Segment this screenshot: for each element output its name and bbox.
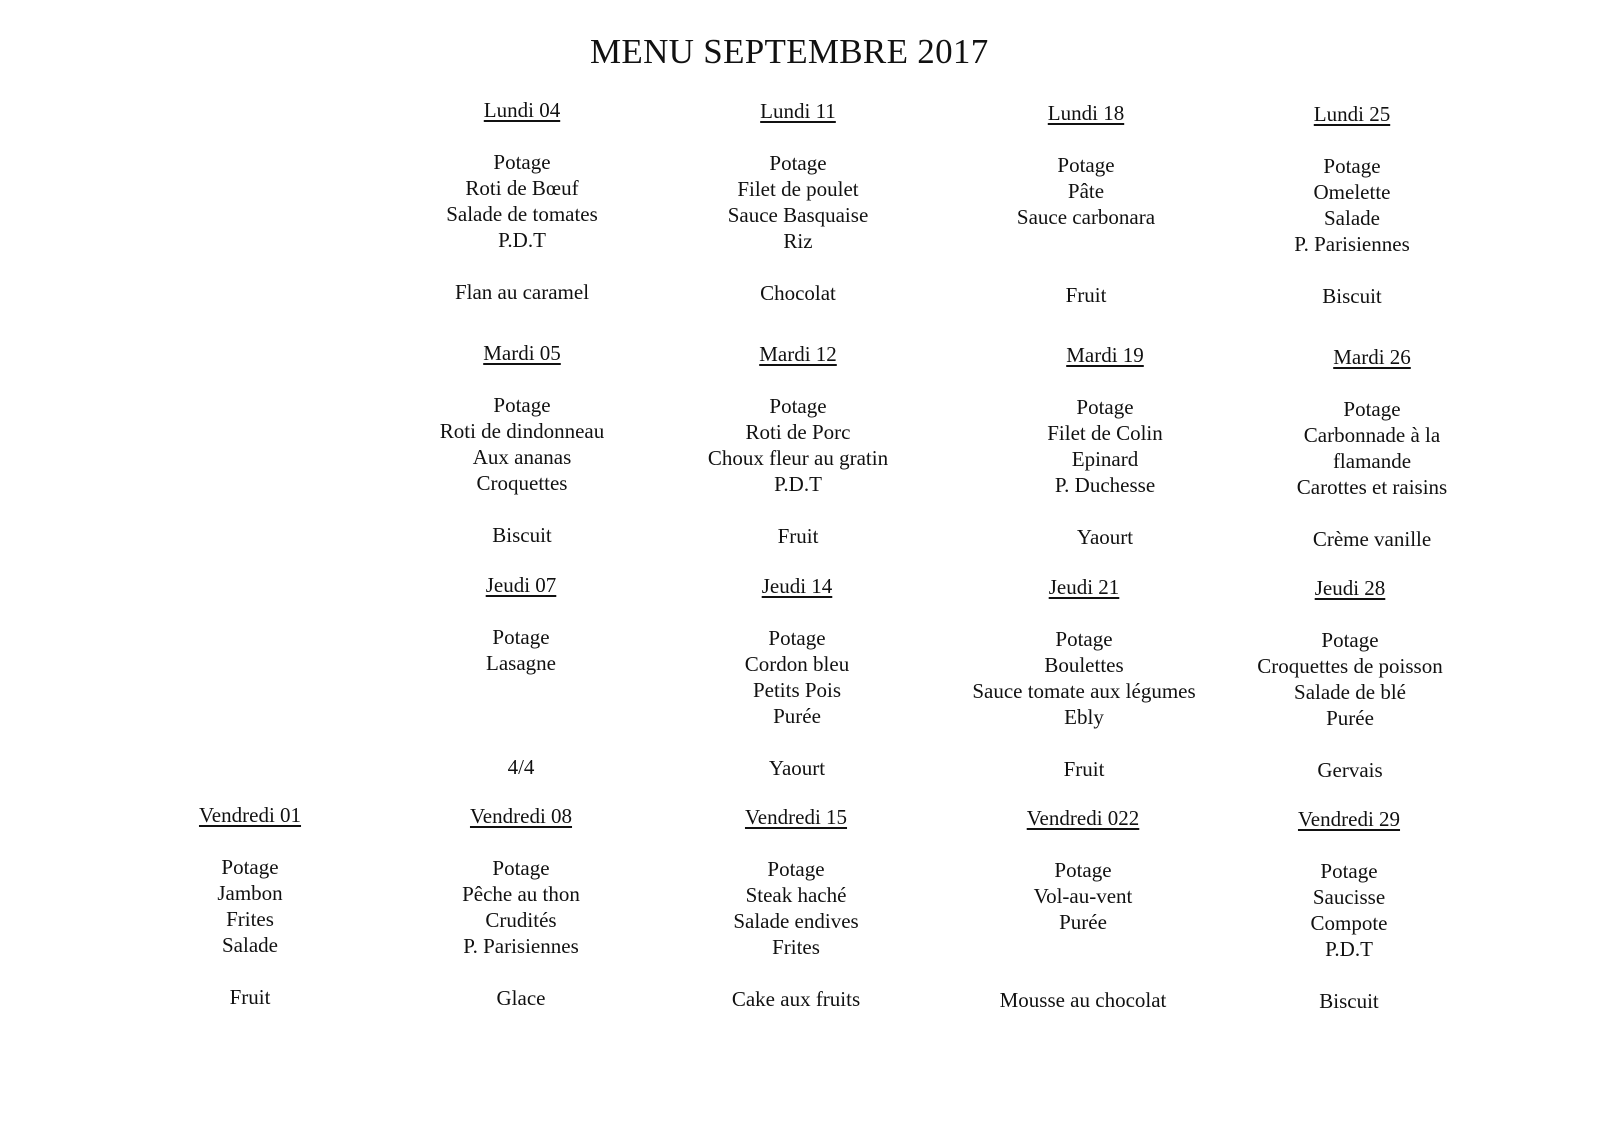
menu-item: Sauce carbonara [1016, 205, 1156, 229]
menu-item: Crudités [485, 908, 557, 932]
menu-item: Potage [492, 625, 550, 649]
menu-item: Choux fleur au gratin [707, 446, 889, 470]
dessert: Flan au caramel [454, 280, 590, 304]
day-vendredi-01 [100, 802, 400, 1010]
day-mardi-26 [1222, 344, 1522, 552]
menu-items [955, 394, 1255, 498]
menu-item: Vol-au-vent [1033, 884, 1133, 908]
dessert: Gervais [1317, 758, 1383, 782]
menu-item: Croquettes de poisson [1257, 654, 1443, 678]
menu-item: Omelette [1313, 180, 1391, 204]
menu-item: Purée [1326, 706, 1374, 730]
menu-item: Salade de tomates [446, 202, 598, 226]
day-heading: Vendredi 022 [1026, 806, 1140, 830]
menu-item: Potage [1323, 154, 1381, 178]
day-jeudi-07 [371, 572, 671, 780]
menu-item: Potage [221, 855, 279, 879]
menu-item: Potage [767, 857, 825, 881]
menu-item: Filet de poulet [737, 177, 859, 201]
menu-items [1222, 396, 1522, 500]
day-vendredi-22 [933, 805, 1233, 1013]
day-heading: Lundi 18 [1047, 101, 1125, 125]
menu-item: Roti de Porc [745, 420, 851, 444]
day-jeudi-14 [647, 573, 947, 781]
menu-item: Potage [493, 150, 551, 174]
day-lundi-25 [1202, 101, 1502, 309]
dessert: Yaourt [1076, 525, 1134, 549]
menu-items [371, 855, 671, 959]
day-heading: Jeudi 28 [1314, 576, 1386, 600]
day-heading: Mardi 05 [483, 341, 561, 365]
menu-item: Aux ananas [472, 445, 572, 469]
menu-item: P. Parisiennes [1294, 232, 1410, 256]
day-jeudi-21 [934, 574, 1234, 782]
day-heading: Vendredi 08 [469, 804, 573, 828]
menu-item: Potage [1054, 858, 1112, 882]
day-heading: Jeudi 21 [1048, 575, 1120, 599]
spacer [371, 676, 671, 702]
day-lundi-04 [372, 97, 672, 305]
day-heading: Mardi 12 [759, 342, 837, 366]
dessert: Yaourt [768, 756, 826, 780]
menu-item: Pêche au thon [462, 882, 580, 906]
day-jeudi-28 [1200, 575, 1500, 783]
menu-item: Steak haché [745, 883, 847, 907]
menu-items [933, 857, 1233, 935]
menu-items [371, 624, 671, 676]
menu-item: Lasagne [486, 651, 556, 675]
menu-items [648, 150, 948, 254]
day-heading: Vendredi 01 [198, 803, 302, 827]
dessert: 4/4 [507, 755, 535, 779]
day-lundi-18 [936, 100, 1236, 308]
dessert: Fruit [1063, 757, 1105, 781]
menu-item: Potage [1320, 859, 1378, 883]
menu-item: P.D.T [498, 228, 546, 252]
menu-items [1199, 858, 1499, 962]
menu-item: P. Duchesse [1054, 473, 1156, 497]
menu-item: Petits Pois [752, 678, 842, 702]
menu-items [1200, 627, 1500, 731]
dessert: Cake aux fruits [731, 987, 861, 1011]
dessert: Glace [496, 986, 546, 1010]
menu-item: Croquettes [476, 471, 568, 495]
dessert: Fruit [229, 985, 271, 1009]
dessert: Fruit [1065, 283, 1107, 307]
menu-item: Frites [226, 907, 274, 931]
menu-item: Roti de dindonneau [439, 419, 605, 443]
day-mardi-19 [955, 342, 1255, 550]
dessert: Mousse au chocolat [999, 988, 1167, 1012]
menu-items [648, 393, 948, 497]
menu-item: Ebly [1064, 705, 1104, 729]
dessert: Biscuit [1322, 284, 1382, 308]
day-mardi-05 [372, 340, 672, 548]
menu-item: Carbonnade à la [1303, 423, 1441, 447]
menu-items [646, 856, 946, 960]
menu-items [647, 625, 947, 729]
menu-item: Salade de blé [1294, 680, 1406, 704]
menu-item: Cordon bleu [744, 652, 850, 676]
menu-item: Potage [769, 151, 827, 175]
menu-items [100, 854, 400, 958]
day-vendredi-08 [371, 803, 671, 1011]
spacer [371, 702, 671, 728]
day-lundi-11 [648, 98, 948, 306]
menu-items [934, 626, 1234, 730]
menu-item: Potage [1076, 395, 1134, 419]
menu-item: flamande [1332, 449, 1412, 473]
menu-items [372, 392, 672, 496]
menu-item: Potage [768, 626, 826, 650]
menu-item: Potage [769, 394, 827, 418]
day-heading: Mardi 26 [1333, 345, 1411, 369]
menu-item: Purée [773, 704, 821, 728]
spacer [936, 230, 1236, 256]
menu-item: Riz [783, 229, 813, 253]
menu-item: Sauce Basquaise [727, 203, 869, 227]
dessert: Fruit [777, 524, 819, 548]
day-heading: Lundi 11 [760, 99, 836, 123]
menu-items [372, 149, 672, 253]
menu-item: Potage [1057, 153, 1115, 177]
menu-item: Salade endives [733, 909, 859, 933]
menu-item: Filet de Colin [1047, 421, 1163, 445]
menu-item: Roti de Bœuf [465, 176, 579, 200]
menu-item: Potage [1343, 397, 1401, 421]
menu-items [1202, 153, 1502, 257]
dessert: Chocolat [760, 281, 836, 305]
day-heading: Lundi 25 [1313, 102, 1391, 126]
day-heading: Jeudi 14 [761, 574, 833, 598]
spacer [933, 935, 1233, 961]
menu-item: Salade [1324, 206, 1380, 230]
dessert: Biscuit [1319, 989, 1379, 1013]
menu-item: P.D.T [774, 472, 822, 496]
day-heading: Jeudi 07 [485, 573, 557, 597]
menu-item: Frites [772, 935, 820, 959]
menu-item: Epinard [1071, 447, 1139, 471]
day-heading: Vendredi 15 [744, 805, 848, 829]
menu-item: Sauce tomate aux légumes [972, 679, 1196, 703]
menu-item: Saucisse [1312, 885, 1386, 909]
menu-item: P. Parisiennes [463, 934, 579, 958]
menu-title: MENU SEPTEMBRE 2017 [590, 32, 989, 71]
day-vendredi-15 [646, 804, 946, 1012]
menu-item: Carottes et raisins [1296, 475, 1448, 499]
dessert: Biscuit [492, 523, 552, 547]
menu-item: Pâte [1067, 179, 1105, 203]
day-vendredi-29 [1199, 806, 1499, 1014]
menu-item: Compote [1310, 911, 1388, 935]
menu-item: Potage [493, 393, 551, 417]
dessert: Crème vanille [1312, 527, 1432, 551]
menu-item: P.D.T [1325, 937, 1373, 961]
menu-item: Potage [1055, 627, 1113, 651]
menu-item: Purée [1059, 910, 1107, 934]
menu-items [936, 152, 1236, 230]
day-heading: Vendredi 29 [1297, 807, 1401, 831]
day-heading: Lundi 04 [483, 98, 561, 122]
day-mardi-12 [648, 341, 948, 549]
menu-item: Boulettes [1044, 653, 1124, 677]
menu-item: Potage [492, 856, 550, 880]
menu-item: Jambon [217, 881, 283, 905]
menu-item: Salade [222, 933, 278, 957]
day-heading: Mardi 19 [1066, 343, 1144, 367]
menu-item: Potage [1321, 628, 1379, 652]
